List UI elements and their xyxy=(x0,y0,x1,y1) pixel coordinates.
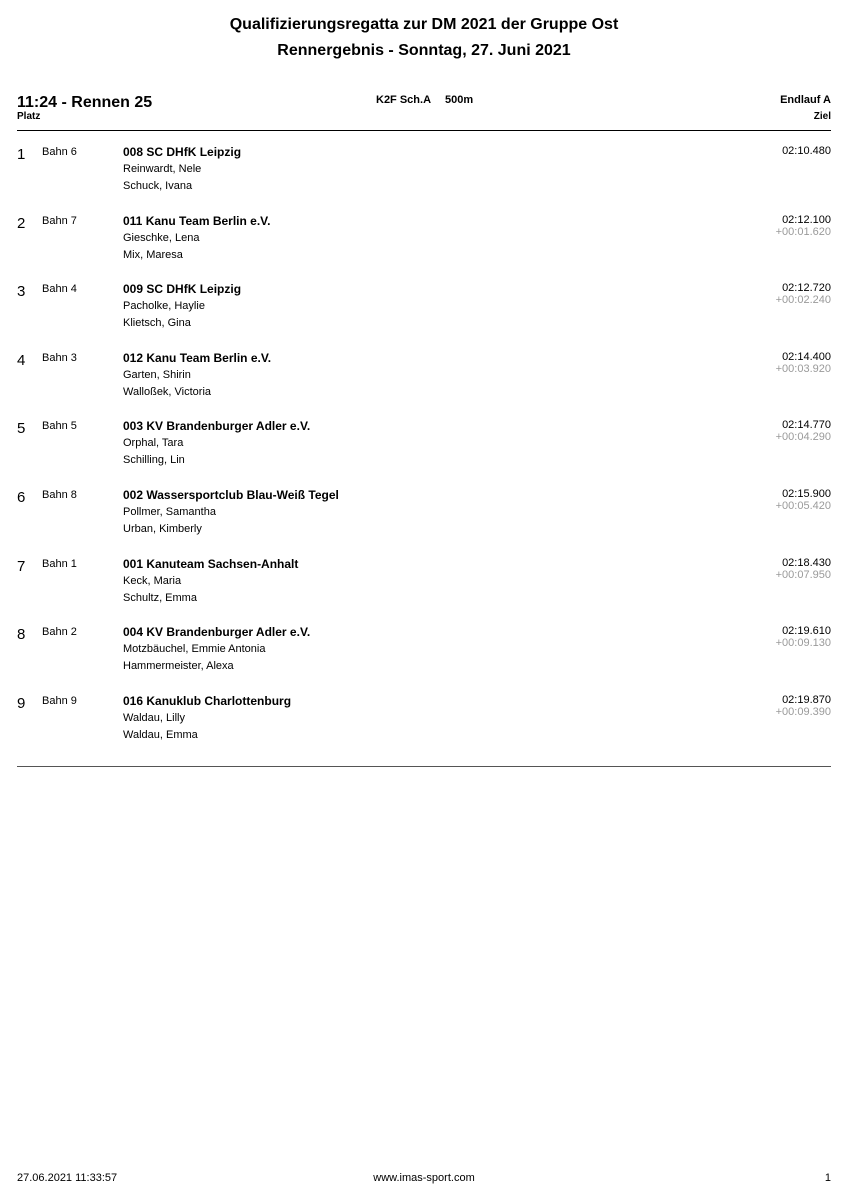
result-row xyxy=(17,556,831,625)
result-club: 002 Wassersportclub Blau-Weiß Tegel xyxy=(123,487,339,502)
result-lane: Bahn 8 xyxy=(42,488,77,501)
result-athlete: Mix, Maresa xyxy=(123,248,183,261)
result-diff: +00:02.240 xyxy=(775,294,831,307)
result-club: 008 SC DHfK Leipzig xyxy=(123,145,242,159)
result-athlete: Keck, Maria xyxy=(123,574,182,587)
result-diff: +00:03.920 xyxy=(775,362,831,375)
result-club: 016 Kanuklub Charlottenburg xyxy=(123,693,292,708)
result-athlete: Schilling, Lin xyxy=(123,454,185,467)
result-row xyxy=(17,213,831,282)
column-label-finish: Ziel xyxy=(813,111,831,122)
result-club: 004 KV Brandenburger Adler e.V. xyxy=(123,625,311,640)
result-row xyxy=(17,487,831,556)
result-diff: +00:07.950 xyxy=(775,568,831,581)
footer-print-timestamp: 27.06.2021 11:33:57 xyxy=(17,1172,118,1184)
result-lane: Bahn 6 xyxy=(42,146,77,158)
result-time: 02:19.610 xyxy=(782,625,831,638)
result-lane: Bahn 1 xyxy=(42,557,77,570)
result-diff: +00:05.420 xyxy=(775,499,831,512)
result-diff: +00:09.390 xyxy=(775,705,831,718)
result-athlete: Pacholke, Haylie xyxy=(123,300,205,313)
result-diff: +00:09.130 xyxy=(775,637,831,650)
result-athlete: Garten, Shirin xyxy=(123,368,191,381)
result-place: 3 xyxy=(17,283,26,301)
result-athlete: Reinwardt, Nele xyxy=(123,163,202,175)
result-athlete: Urban, Kimberly xyxy=(123,522,202,535)
result-place: 8 xyxy=(17,626,26,644)
result-club: 003 KV Brandenburger Adler e.V. xyxy=(123,419,311,434)
result-lane: Bahn 2 xyxy=(42,626,77,639)
result-club: 001 Kanuteam Sachsen-Anhalt xyxy=(123,556,299,571)
result-athlete: Hammermeister, Alexa xyxy=(123,660,234,673)
footer-page-number: 1 xyxy=(824,1172,831,1184)
result-time: 02:12.100 xyxy=(782,213,831,226)
result-club: 012 Kanu Team Berlin e.V. xyxy=(123,350,272,365)
result-lane: Bahn 7 xyxy=(42,214,77,227)
result-time: 02:18.430 xyxy=(782,556,831,569)
race-distance: 500m xyxy=(445,94,474,106)
result-lane: Bahn 3 xyxy=(42,351,77,364)
result-athlete: Waldau, Lilly xyxy=(123,711,185,724)
result-place: 5 xyxy=(17,420,26,438)
document-title: Qualifizierungsregatta zur DM 2021 der Gruppe Ost xyxy=(229,16,619,33)
result-place: 4 xyxy=(17,351,26,369)
heat-name: Endlauf A xyxy=(780,94,831,106)
result-row xyxy=(17,418,831,487)
result-time: 02:12.720 xyxy=(782,282,831,295)
result-place: 7 xyxy=(17,557,26,575)
result-athlete: Gieschke, Lena xyxy=(123,231,200,244)
results-bottom-divider xyxy=(17,766,831,767)
result-row xyxy=(17,281,831,350)
result-time: 02:15.900 xyxy=(782,487,831,500)
result-diff: +00:04.290 xyxy=(775,431,831,444)
result-athlete: Motzbäuchel, Emmie Antonia xyxy=(123,643,266,656)
result-place: 9 xyxy=(17,694,26,712)
document-subtitle: Rennergebnis - Sonntag, 27. Juni 2021 xyxy=(277,42,571,59)
result-athlete: Waldau, Emma xyxy=(123,728,198,741)
result-club: 009 SC DHfK Leipzig xyxy=(123,282,242,297)
result-place: 6 xyxy=(17,488,26,506)
result-athlete: Orphal, Tara xyxy=(123,437,184,450)
result-athlete: Klietsch, Gina xyxy=(123,317,191,330)
result-athlete: Walloßek, Victoria xyxy=(123,385,212,398)
race-time-number: 11:24 - Rennen 25 xyxy=(17,94,153,111)
results-list xyxy=(17,144,831,761)
result-time: 02:14.770 xyxy=(782,419,831,432)
result-row xyxy=(17,144,831,213)
result-lane: Bahn 4 xyxy=(42,283,77,296)
footer-website: www.imas-sport.com xyxy=(373,1172,475,1184)
result-lane: Bahn 9 xyxy=(42,694,77,707)
race-class xyxy=(376,94,487,106)
result-time: 02:19.870 xyxy=(782,693,831,706)
result-place: 1 xyxy=(17,146,26,163)
result-athlete: Schuck, Ivana xyxy=(123,180,193,192)
race-header xyxy=(17,94,831,131)
result-row xyxy=(17,624,831,693)
result-athlete: Schultz, Emma xyxy=(123,591,197,604)
result-diff: +00:01.620 xyxy=(775,225,831,238)
column-label-place: Platz xyxy=(17,111,41,122)
result-athlete: Pollmer, Samantha xyxy=(123,505,216,518)
result-lane: Bahn 5 xyxy=(42,420,77,433)
result-row xyxy=(17,693,831,762)
result-club: 011 Kanu Team Berlin e.V. xyxy=(123,213,271,228)
boat-class: K2F Sch.A xyxy=(376,94,432,106)
result-time: 02:14.400 xyxy=(782,350,831,363)
result-place: 2 xyxy=(17,214,26,232)
result-row xyxy=(17,350,831,419)
result-time: 02:10.480 xyxy=(782,145,831,157)
